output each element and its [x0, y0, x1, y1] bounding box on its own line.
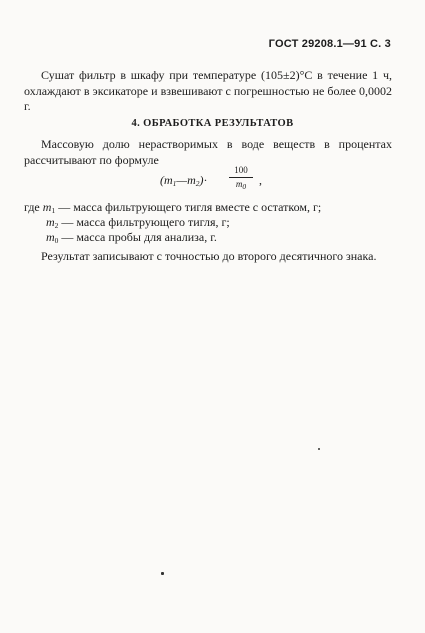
formula-difference: $(m_1—m_2)\cdot$	[160, 173, 208, 188]
formula-numerator: 100	[234, 165, 248, 175]
formula-denominator: $m_0$	[235, 179, 247, 191]
formula-comma: ,	[259, 173, 262, 187]
definition-m1: где $m_1$ — масса фильтрующего тигля вместе с остатком, г;	[24, 200, 322, 215]
definition-m2: $m_2$ — масса фильтрующего тигля, г;	[46, 215, 230, 230]
fraction-bar	[229, 177, 253, 178]
definition-m0: $m_0$ — масса пробы для анализа, г.	[46, 230, 217, 245]
scan-speck	[318, 448, 320, 450]
scan-speck	[161, 572, 164, 575]
page-header: ГОСТ 29208.1—91 С. 3	[268, 38, 391, 50]
formula-fraction	[226, 165, 256, 192]
drying-paragraph: Сушат фильтр в шкафу при температуре (105±2)°С в течение 1 ч, охлаждают в эксикаторе и взвешивают с погрешностью не более 0,0002 г.	[24, 68, 392, 113]
calculation-paragraph: Массовую долю нерастворимых в воде веществ в процентах рассчитывают по формуле	[24, 137, 392, 167]
result-paragraph: Результат записывают с точностью до второго десятичного знака.	[41, 249, 377, 263]
section-title: 4. ОБРАБОТКА РЕЗУЛЬТАТОВ	[131, 118, 294, 129]
